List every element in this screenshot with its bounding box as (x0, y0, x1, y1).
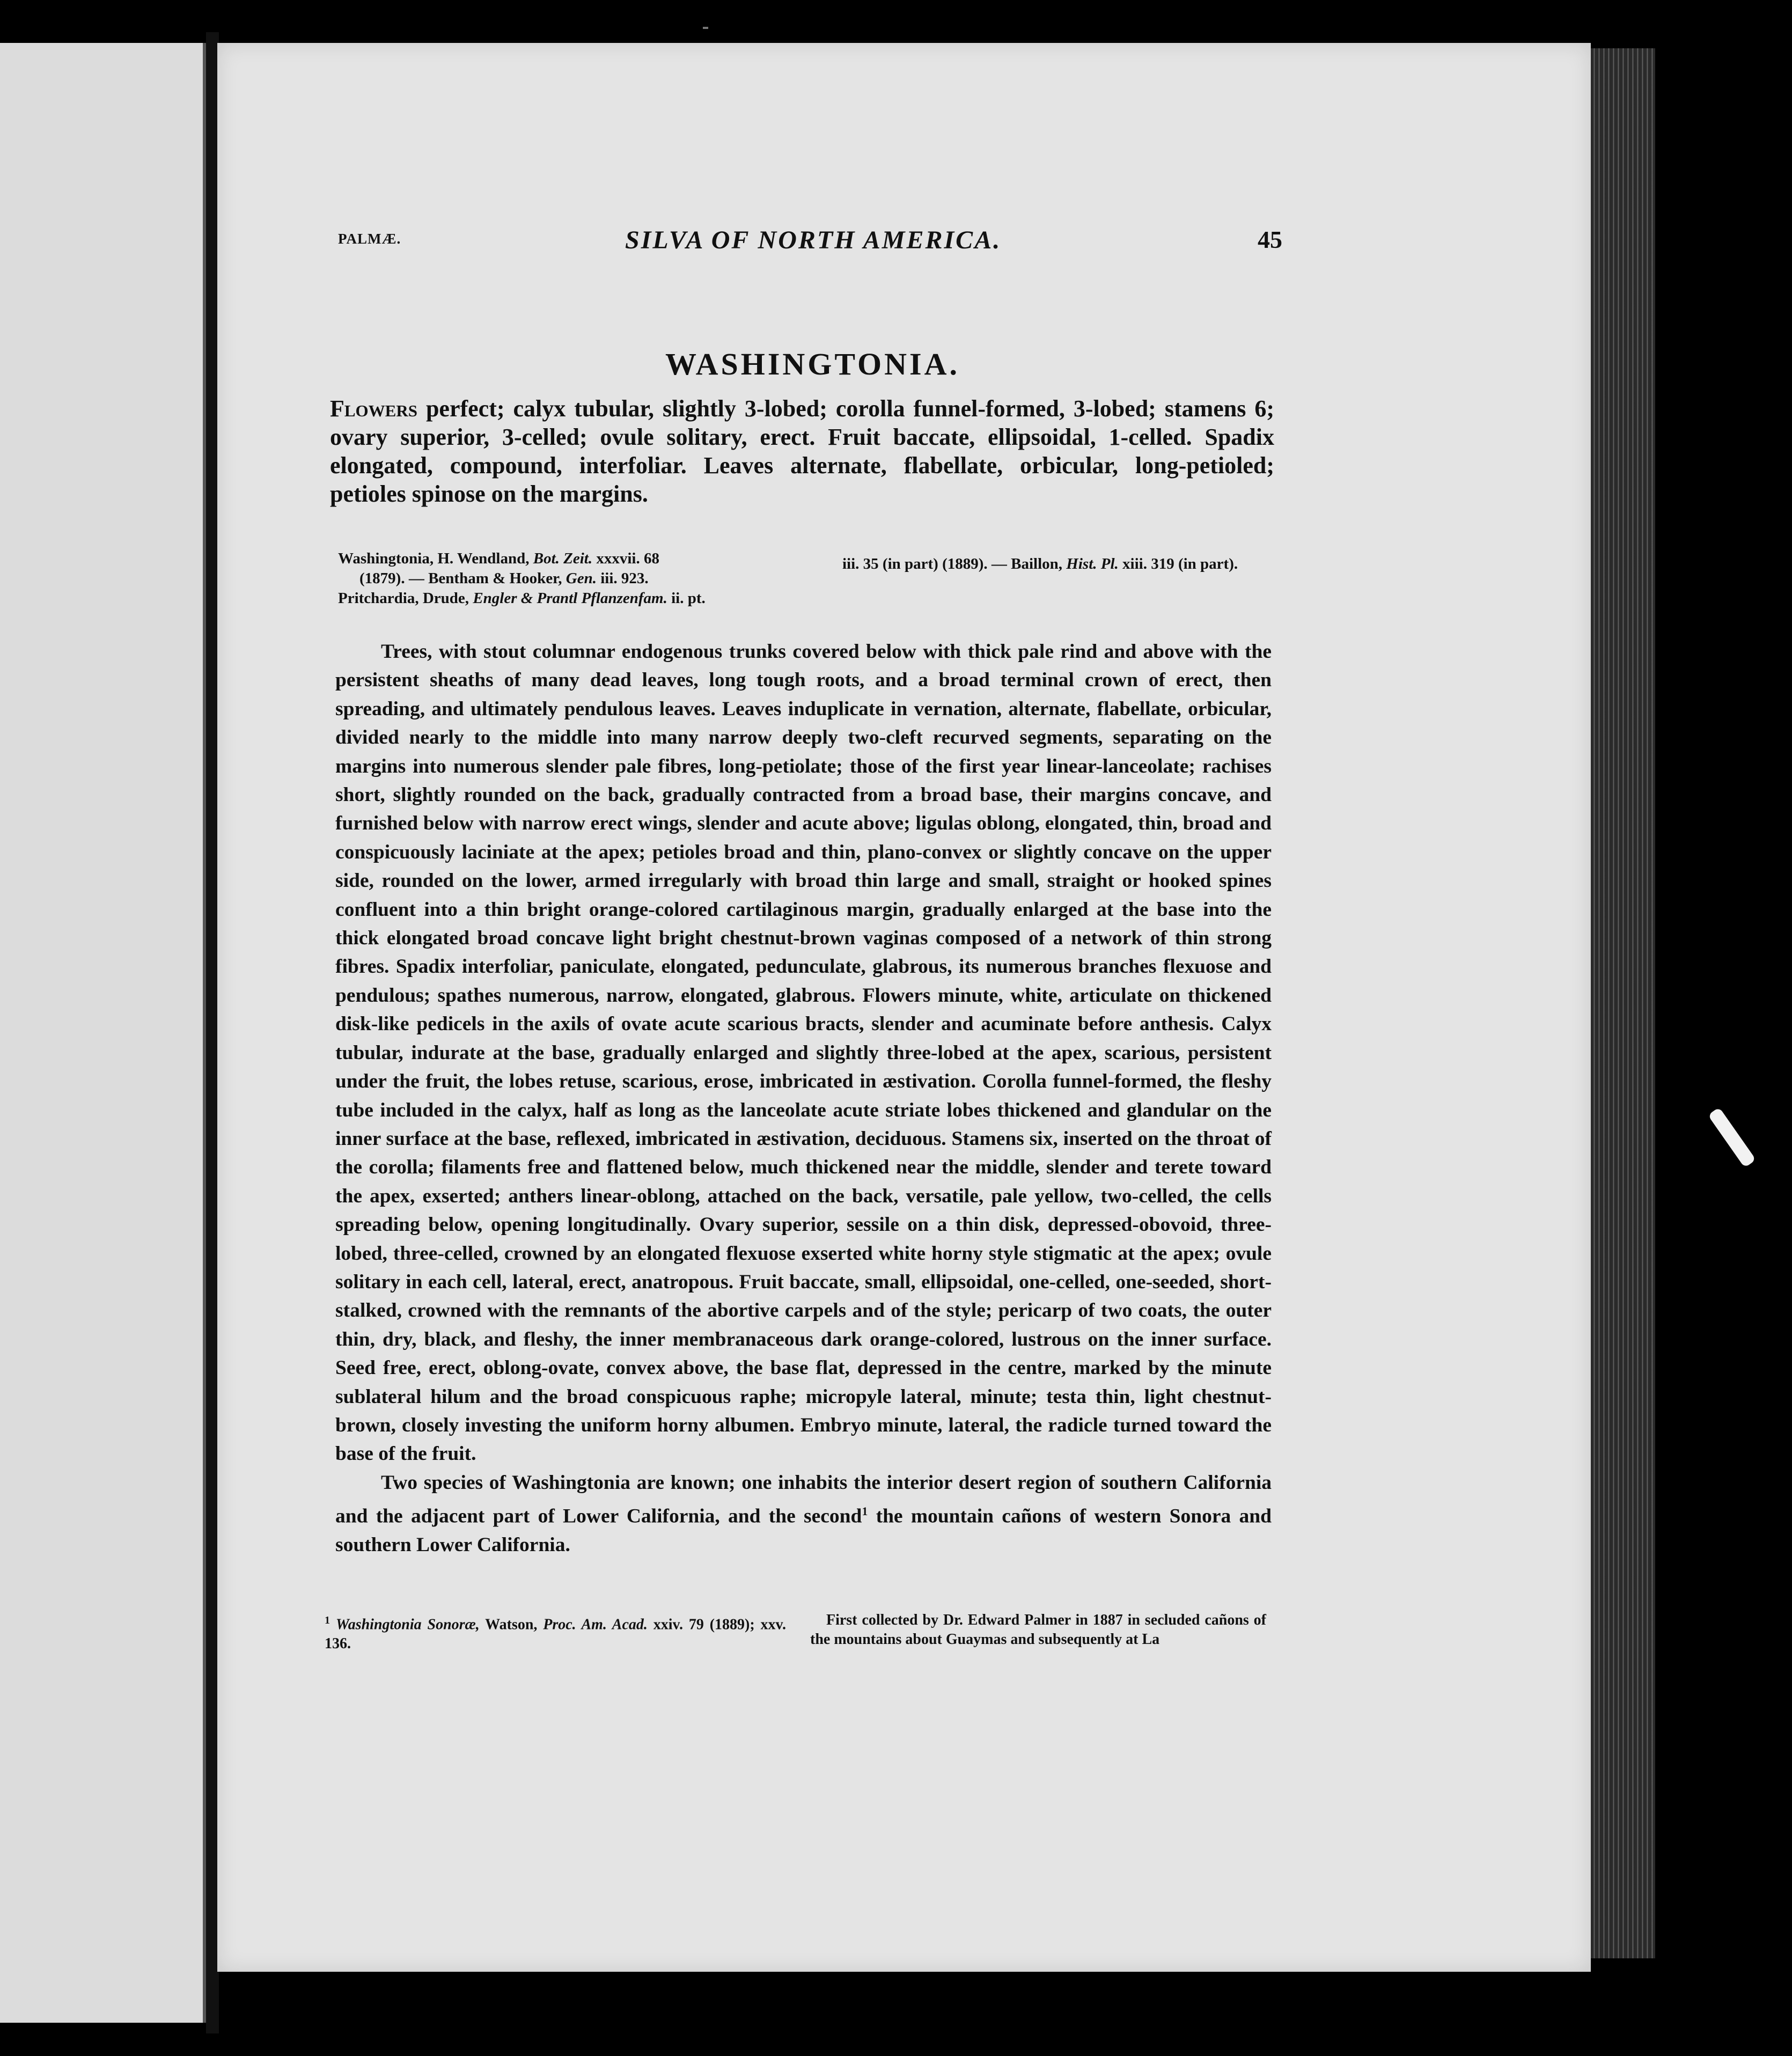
scan-artifact-speck (1708, 1107, 1756, 1167)
page-number: 45 (1258, 226, 1282, 253)
synonym-cont-ref: iii. 923. (596, 570, 649, 587)
paragraph-text: Two species of Washingtonia are known; one inhabits the interior desert region of southern California and the adjacent part of Lower California, and the second (335, 1471, 1272, 1528)
body-text (335, 637, 1272, 1560)
facing-page-edge (0, 43, 206, 2023)
body-paragraph (335, 1468, 1272, 1560)
synonym-washingtonia (338, 549, 786, 569)
synonym-cont: iii. 35 (in part) (1889). — Baillon, (842, 555, 1067, 572)
synonym-ref: xxxvii. 68 (592, 550, 659, 567)
running-head-title: SILVA OF NORTH AMERICA. (625, 226, 1002, 254)
footnote-reference: 1 (862, 1504, 868, 1518)
running-head (338, 225, 1282, 258)
synonym-ref: xiii. 319 (in part). (1118, 555, 1238, 572)
genus-title: WASHINGTONIA. (665, 347, 960, 381)
footnote-right-column: First collected by Dr. Edward Palmer in 1887 in secluded cañons of the mountains about Guaymas and subsequently at La (810, 1612, 1266, 1648)
description-text: perfect; calyx tubular, slightly 3-lobed; corolla funnel-formed, 3-lobed; stamens 6; ovary superior, 3-celled; ovule solitary, erect. Fruit baccate, ellipsoidal, 1-celled. Spadix elongated, compound, interfoliar. Leaves alternate, flabellate, orbicular, long-petioled; petioles spinose on the margins. (330, 395, 1274, 507)
genus-description (330, 394, 1274, 508)
page-stack-edges (1591, 48, 1655, 1958)
synonym-washingtonia-cont (338, 569, 786, 589)
footnote-species: Washingtonia Sonoræ, (335, 1616, 480, 1633)
synonymy-right-column (842, 554, 1272, 574)
synonym-pritchardia (338, 589, 786, 608)
synonymy-left-column (338, 549, 786, 608)
description-lead: Flowers (330, 395, 417, 422)
footnote-authority: Watson, (479, 1616, 544, 1633)
synonym-ref: ii. pt. (667, 590, 706, 607)
synonym-gen: Gen. (565, 570, 597, 587)
synonym-work: Hist. Pl. (1066, 555, 1119, 572)
paragraph-text: the mountain cañons of western Sonora and southern Lower California. (335, 1505, 1272, 1556)
footnote-mark: 1 (325, 1614, 330, 1626)
scan-artifact (703, 27, 708, 29)
running-head-family: PALMÆ. (338, 231, 401, 247)
synonym-genus: Washingtonia, (338, 550, 434, 567)
body-paragraph: Trees, with stout columnar endogenous trunks covered below with thick pale rind and above with the persistent sheaths of many dead leaves, long tough roots, and a broad terminal crown of erect, then spreading, and ultimately pendulous leaves. Leaves induplicate in vernation, alternate, flabellate, orbicular, divided nearly to the middle into many narrow deeply two-cleft recurved segments, separating on the margins into numerous slender pale fibres, long-petiolate; those of the first year linear-lanceolate; rachises short, slightly rounded on the back, gradually contracted from a broad base, their margins concave, and furnished below with narrow erect wings, slender and acute above; ligulas oblong, elongated, thin, broad and conspicuously laciniate at the apex; petioles broad and thin, plano-convex or slightly concave on the upper side, rounded on the lower, armed irregularly with broad thin large and small, straight or hooked spines confluent into a thin bright orange-colored cartilaginous margin, gradually enlarged at the base into the thick elongated broad concave light bright chestnut-brown vaginas composed of a network of thin strong fibres. Spadix interfoliar, paniculate, elongated, pedunculate, glabrous, its numerous branches flexuose and pendulous; spathes numerous, narrow, elongated, glabrous. Flowers minute, white, articulate on thickened disk-like pedicels in the axils of ovate acute scarious bracts, slender and acuminate before anthesis. Calyx tubular, indurate at the base, gradually enlarged and slightly three-lobed at the apex, scarious, persistent under the fruit, the lobes retuse, scarious, erose, imbricated in æstivation. Corolla funnel-formed, the fleshy tube included in the calyx, half as long as the lanceolate acute striate lobes thickened and glandular on the inner surface at the base, reflexed, imbricated in æstivation, deciduous. Stamens six, inserted on the throat of the corolla; filaments free and flattened below, much thickened near the middle, slender and terete toward the apex, exserted; anthers linear-oblong, attached on the back, versatile, pale yellow, two-celled, the cells spreading below, opening longitudinally. Ovary superior, sessile on a thin disk, depressed-obovoid, three-lobed, three-celled, crowned by an elongated flexuose exserted white horny style stigmatic at the apex; ovule solitary in each cell, lateral, erect, anatropous. Fruit baccate, small, ellipsoidal, one-celled, one-seeded, short-stalked, crowned with the remnants of the abortive carpels and of the style; pericarp of two coats, the outer thin, dry, black, and fleshy, the inner membranaceous dark orange-colored, lustrous on the inner surface. Seed free, erect, oblong-ovate, convex above, the base flat, depressed in the centre, marked by the minute sublateral hilum and the broad conspicuous raphe; micropyle lateral, minute; testa thin, light chestnut-brown, closely investing the uniform horny albumen. Embryo minute, lateral, the radicle turned toward the base of the fruit. (335, 641, 1272, 1465)
footnote-journal: Proc. Am. Acad. (543, 1616, 648, 1633)
footnote-ref: xxiv. 79 (1889); xxv. 136. (325, 1616, 787, 1653)
synonym-genus: Pritchardia, (338, 590, 419, 607)
synonym-work: Engler & Prantl Pflanzenfam. (473, 590, 667, 607)
synonym-authority: Drude, (418, 590, 473, 607)
synonym-journal: Bot. Zeit. (533, 550, 593, 567)
synonym-authority: H. Wendland, (434, 550, 533, 567)
synonym-cont: (1879). — Bentham & Hooker, (359, 570, 566, 587)
footnote-left-column (325, 1611, 786, 1654)
